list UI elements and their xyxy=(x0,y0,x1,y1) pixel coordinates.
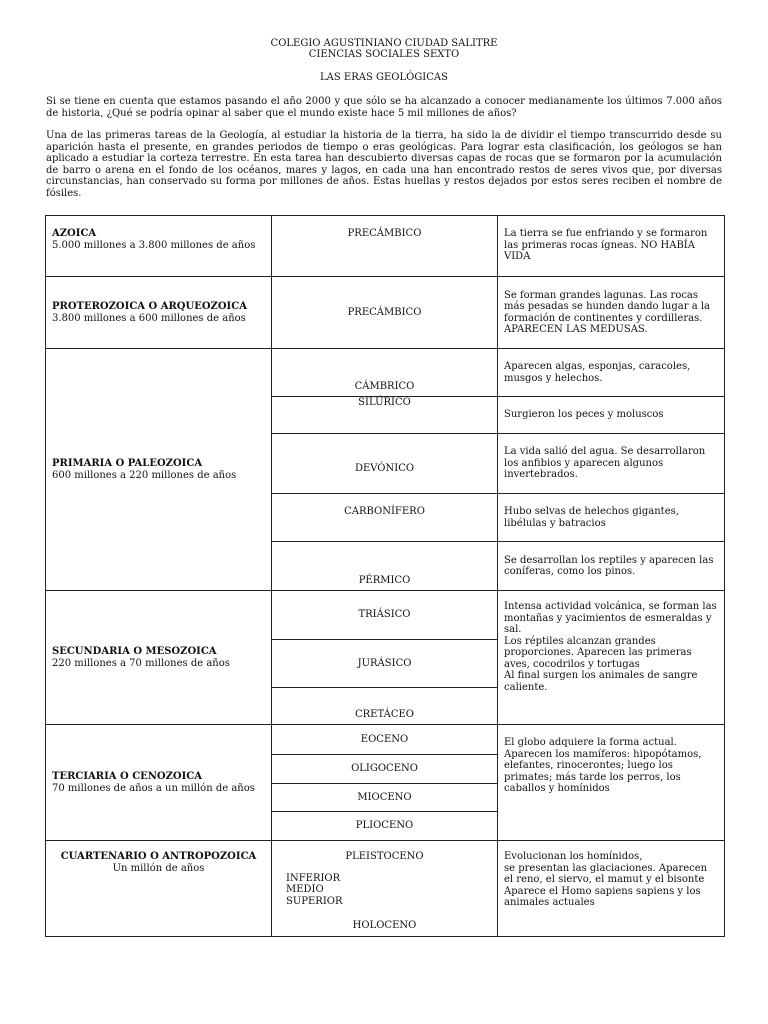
geological-eras-table xyxy=(45,215,725,937)
era-description-line: Al final surgen los animales de sangre caliente. xyxy=(504,670,698,693)
period-name: PRECÁMBICO xyxy=(347,306,422,318)
era-description-line: Aparece el Homo sapiens sapiens y los animales actuales xyxy=(504,885,701,908)
period-cell xyxy=(272,277,498,349)
description-cell xyxy=(498,542,725,591)
period-cell xyxy=(272,591,498,640)
period-cell xyxy=(272,397,498,434)
description-cell xyxy=(498,841,725,937)
period-cell xyxy=(272,216,498,277)
description-cell xyxy=(498,434,725,494)
period-cell xyxy=(272,494,498,542)
period-name: EOCENO xyxy=(360,733,409,745)
period-description: Se desarrollan los reptiles y aparecen las coníferas, como los pinos. xyxy=(504,554,714,577)
era-description: La tierra se fue enfriando y se formaron las primeras rocas ígneas. NO HABÍA VIDA xyxy=(504,228,708,262)
description-cell xyxy=(498,216,725,277)
era-cell-primaria xyxy=(46,349,272,591)
period-name: PRECÁMBICO xyxy=(347,228,422,239)
era-name: CUARTENARIO O ANTROPOZOICA xyxy=(60,851,257,862)
table-row-azoica xyxy=(46,216,725,277)
era-cell-terciaria xyxy=(46,725,272,841)
period-cell xyxy=(272,725,498,755)
description-cell xyxy=(498,277,725,349)
era-cell-cuartenario xyxy=(46,841,272,937)
table-row-proterozoica xyxy=(46,277,725,349)
era-range: 220 millones a 70 millones de años xyxy=(52,657,230,669)
era-description-line: Evolucionan los homínidos, xyxy=(504,851,643,862)
period-name: CRETÁCEO xyxy=(355,708,414,720)
period-cell xyxy=(272,688,498,725)
period-name: CÁMBRICO xyxy=(354,380,415,392)
period-cell xyxy=(272,841,498,937)
subdivision: INFERIOR xyxy=(286,872,341,884)
document-title: LAS ERAS GEOLÓGICAS xyxy=(320,72,448,83)
table-row-secundaria-1 xyxy=(46,591,725,640)
period-name: HOLOCENO xyxy=(352,920,417,931)
era-description-line: Los réptiles alcanzan grandes proporciones. Aparecen las primeras aves, cocodrilos y tortugas xyxy=(504,635,692,670)
table-row-terciaria-1 xyxy=(46,725,725,755)
pleistocene-subdivisions xyxy=(286,873,491,908)
period-name: CARBONÍFERO xyxy=(344,506,425,517)
era-range: 5.000 millones a 3.800 millones de años xyxy=(52,239,256,251)
era-name: AZOICA xyxy=(52,228,97,239)
era-name: PROTEROZOICA O ARQUEOZOICA xyxy=(52,301,247,312)
era-range: 600 millones a 220 millones de años xyxy=(52,469,237,481)
period-name: JURÁSICO xyxy=(357,657,412,669)
period-cell xyxy=(272,640,498,688)
era-cell-proterozoica xyxy=(46,277,272,349)
subdivision: MEDIO xyxy=(286,884,324,895)
description-cell xyxy=(498,591,725,725)
period-cell xyxy=(272,784,498,812)
era-range: 70 millones de años a un millón de años xyxy=(52,782,255,794)
school-name: COLEGIO AGUSTINIANO CIUDAD SALITRE xyxy=(270,38,498,49)
description-cell xyxy=(498,494,725,542)
subdivision: SUPERIOR xyxy=(286,895,343,907)
period-name: SILÚRICO xyxy=(358,397,411,408)
era-name: SECUNDARIA O MESOZOICA xyxy=(52,646,217,657)
period-cell xyxy=(272,812,498,841)
subject-name: CIENCIAS SOCIALES SEXTO xyxy=(308,49,460,60)
era-description: Se forman grandes lagunas. Las rocas más pesadas se hunden dando lugar a la formación de continentes y cordilleras. APARECEN LAS MEDUSAS. xyxy=(504,289,710,335)
period-cell xyxy=(272,542,498,591)
period-name: PLEISTOCENO xyxy=(345,851,424,862)
era-range: Un millón de años xyxy=(112,862,205,874)
intro-paragraph-1: Si se tiene en cuenta que estamos pasando el año 2000 y que sólo se ha alcanzado a conocer medianamente los últimos 7.000 años de historia, ¿Qué se podría opinar al saber que el mundo existe hace 5 mil millones de años? xyxy=(46,96,722,119)
table-row-cuartenario xyxy=(46,841,725,937)
description-cell xyxy=(498,349,725,397)
era-cell-azoica xyxy=(46,216,272,277)
period-name: MIOCENO xyxy=(357,791,412,803)
period-name: OLIGOCENO xyxy=(351,763,418,775)
period-cell xyxy=(272,434,498,494)
description-cell xyxy=(498,725,725,841)
period-cell xyxy=(272,755,498,784)
era-description-line: Intensa actividad volcánica, se forman las montañas y yacimientos de esmeraldas y sal. xyxy=(504,601,717,635)
era-description: El globo adquiere la forma actual. Aparecen los mamíferos: hipopótamos, elefantes, rinocerontes; luego los primates; más tarde los perros, los caballos y homínidos xyxy=(504,737,702,794)
description-cell xyxy=(498,397,725,434)
period-description: Aparecen algas, esponjas, caracoles, musgos y helechos. xyxy=(504,361,691,384)
era-name: PRIMARIA O PALEOZOICA xyxy=(52,458,203,469)
era-cell-secundaria xyxy=(46,591,272,725)
period-name: DEVÓNICO xyxy=(354,462,415,474)
period-name: TRIÁSICO xyxy=(358,609,411,621)
table-row-primaria-1 xyxy=(46,349,725,397)
period-name: PLIOCENO xyxy=(355,820,414,832)
period-name: PÉRMICO xyxy=(358,574,411,586)
era-name: TERCIARIA O CENOZOICA xyxy=(52,771,203,782)
period-description: Surgieron los peces y moluscos xyxy=(504,409,664,421)
era-description-line: se presentan las glaciaciones. Aparecen el reno, el siervo, el mamut y el bisonte xyxy=(504,862,708,885)
intro-paragraph-2: Una de las primeras tareas de la Geología, al estudiar la historia de la tierra, ha sido la de dividir el tiempo transcurrido desde su aparición hasta el presente, en grandes periodos de tiempo o eras geológicas. Para lograr esta clasificación, los geólogos se han aplicado a estudiar la corteza terrestre. En esta tarea han descubierto diversas capas de rocas que se formaron por la acumulación de barro o arena en el fondo de los océanos, mares y lagos, en cada una han encontrado restos de seres vivos que, por diversas circunstancias, han conservado su forma por millones de años. Estas huellas y restos dejados por estos seres reciben el nombre de fósiles. xyxy=(46,130,722,199)
period-cell xyxy=(272,349,498,397)
period-description: Hubo selvas de helechos gigantes, libélulas y batracios xyxy=(504,506,679,529)
period-description: La vida salió del agua. Se desarrollaron los anfibios y aparecen algunos invertebrados. xyxy=(504,446,706,481)
era-range: 3.800 millones a 600 millones de años xyxy=(52,312,246,324)
